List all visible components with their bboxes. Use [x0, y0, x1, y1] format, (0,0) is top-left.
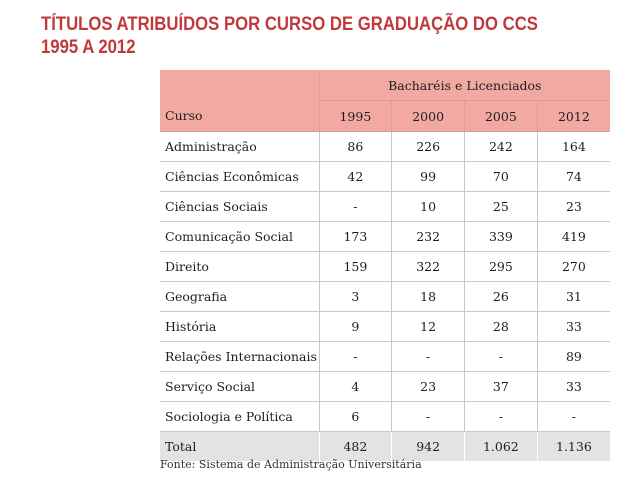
value-cell: - — [319, 342, 392, 372]
year-header: 2012 — [537, 101, 610, 132]
course-name-cell: Serviço Social — [160, 372, 319, 402]
table-row — [160, 222, 610, 252]
value-cell: 159 — [319, 252, 392, 282]
value-cell: 4 — [319, 372, 392, 402]
table-row — [160, 312, 610, 342]
value-cell: - — [392, 342, 465, 372]
value-cell: 242 — [465, 132, 538, 162]
year-header: 1995 — [319, 101, 392, 132]
value-cell: - — [392, 402, 465, 432]
course-name-cell: História — [160, 312, 319, 342]
total-label: Total — [160, 432, 319, 462]
table-row — [160, 162, 610, 192]
value-cell: - — [465, 402, 538, 432]
course-column-header: Curso — [160, 101, 319, 132]
table-row — [160, 342, 610, 372]
value-cell: 232 — [392, 222, 465, 252]
table-row — [160, 282, 610, 312]
value-cell: 26 — [465, 282, 538, 312]
value-cell: 33 — [537, 372, 610, 402]
value-cell: 6 — [319, 402, 392, 432]
year-header: 2005 — [465, 101, 538, 132]
value-cell: 12 — [392, 312, 465, 342]
page-title — [41, 13, 538, 59]
value-cell: 270 — [537, 252, 610, 282]
course-name-cell: Ciências Econômicas — [160, 162, 319, 192]
total-cell: 1.062 — [465, 432, 538, 462]
value-cell: 89 — [537, 342, 610, 372]
total-row — [160, 432, 610, 462]
course-name-cell: Relações Internacionais — [160, 342, 319, 372]
value-cell: 86 — [319, 132, 392, 162]
value-cell: 70 — [465, 162, 538, 192]
course-name-cell: Geografia — [160, 282, 319, 312]
value-cell: - — [537, 402, 610, 432]
table-row — [160, 402, 610, 432]
course-name-cell: Direito — [160, 252, 319, 282]
value-cell: 10 — [392, 192, 465, 222]
value-cell: - — [465, 342, 538, 372]
header-blank — [160, 70, 319, 101]
total-cell: 942 — [392, 432, 465, 462]
value-cell: 42 — [319, 162, 392, 192]
value-cell: 99 — [392, 162, 465, 192]
source-note: Fonte: Sistema de Administração Universitária — [160, 458, 422, 471]
course-name-cell: Comunicação Social — [160, 222, 319, 252]
value-cell: 23 — [392, 372, 465, 402]
total-cell: 1.136 — [537, 432, 610, 462]
value-cell: 226 — [392, 132, 465, 162]
value-cell: 3 — [319, 282, 392, 312]
value-cell: 23 — [537, 192, 610, 222]
value-cell: - — [319, 192, 392, 222]
value-cell: 33 — [537, 312, 610, 342]
value-cell: 295 — [465, 252, 538, 282]
year-header: 2000 — [392, 101, 465, 132]
course-name-cell: Sociologia e Política — [160, 402, 319, 432]
value-cell: 25 — [465, 192, 538, 222]
course-name-cell: Administração — [160, 132, 319, 162]
title-line-2: 1995 A 2012 — [41, 37, 136, 58]
value-cell: 339 — [465, 222, 538, 252]
value-cell: 28 — [465, 312, 538, 342]
table-header-row — [160, 101, 610, 132]
title-line-1: TÍTULOS ATRIBUÍDOS POR CURSO DE GRADUAÇÃO DO CCS — [41, 14, 538, 35]
total-cell: 482 — [319, 432, 392, 462]
group-header: Bacharéis e Licenciados — [319, 70, 610, 101]
table-row — [160, 132, 610, 162]
value-cell: 37 — [465, 372, 538, 402]
courses-table — [160, 70, 610, 461]
value-cell: 173 — [319, 222, 392, 252]
value-cell: 164 — [537, 132, 610, 162]
table-row — [160, 192, 610, 222]
value-cell: 31 — [537, 282, 610, 312]
value-cell: 9 — [319, 312, 392, 342]
value-cell: 322 — [392, 252, 465, 282]
value-cell: 419 — [537, 222, 610, 252]
value-cell: 74 — [537, 162, 610, 192]
table-header-top — [160, 70, 610, 101]
table-row — [160, 252, 610, 282]
value-cell: 18 — [392, 282, 465, 312]
course-name-cell: Ciências Sociais — [160, 192, 319, 222]
table-row — [160, 372, 610, 402]
